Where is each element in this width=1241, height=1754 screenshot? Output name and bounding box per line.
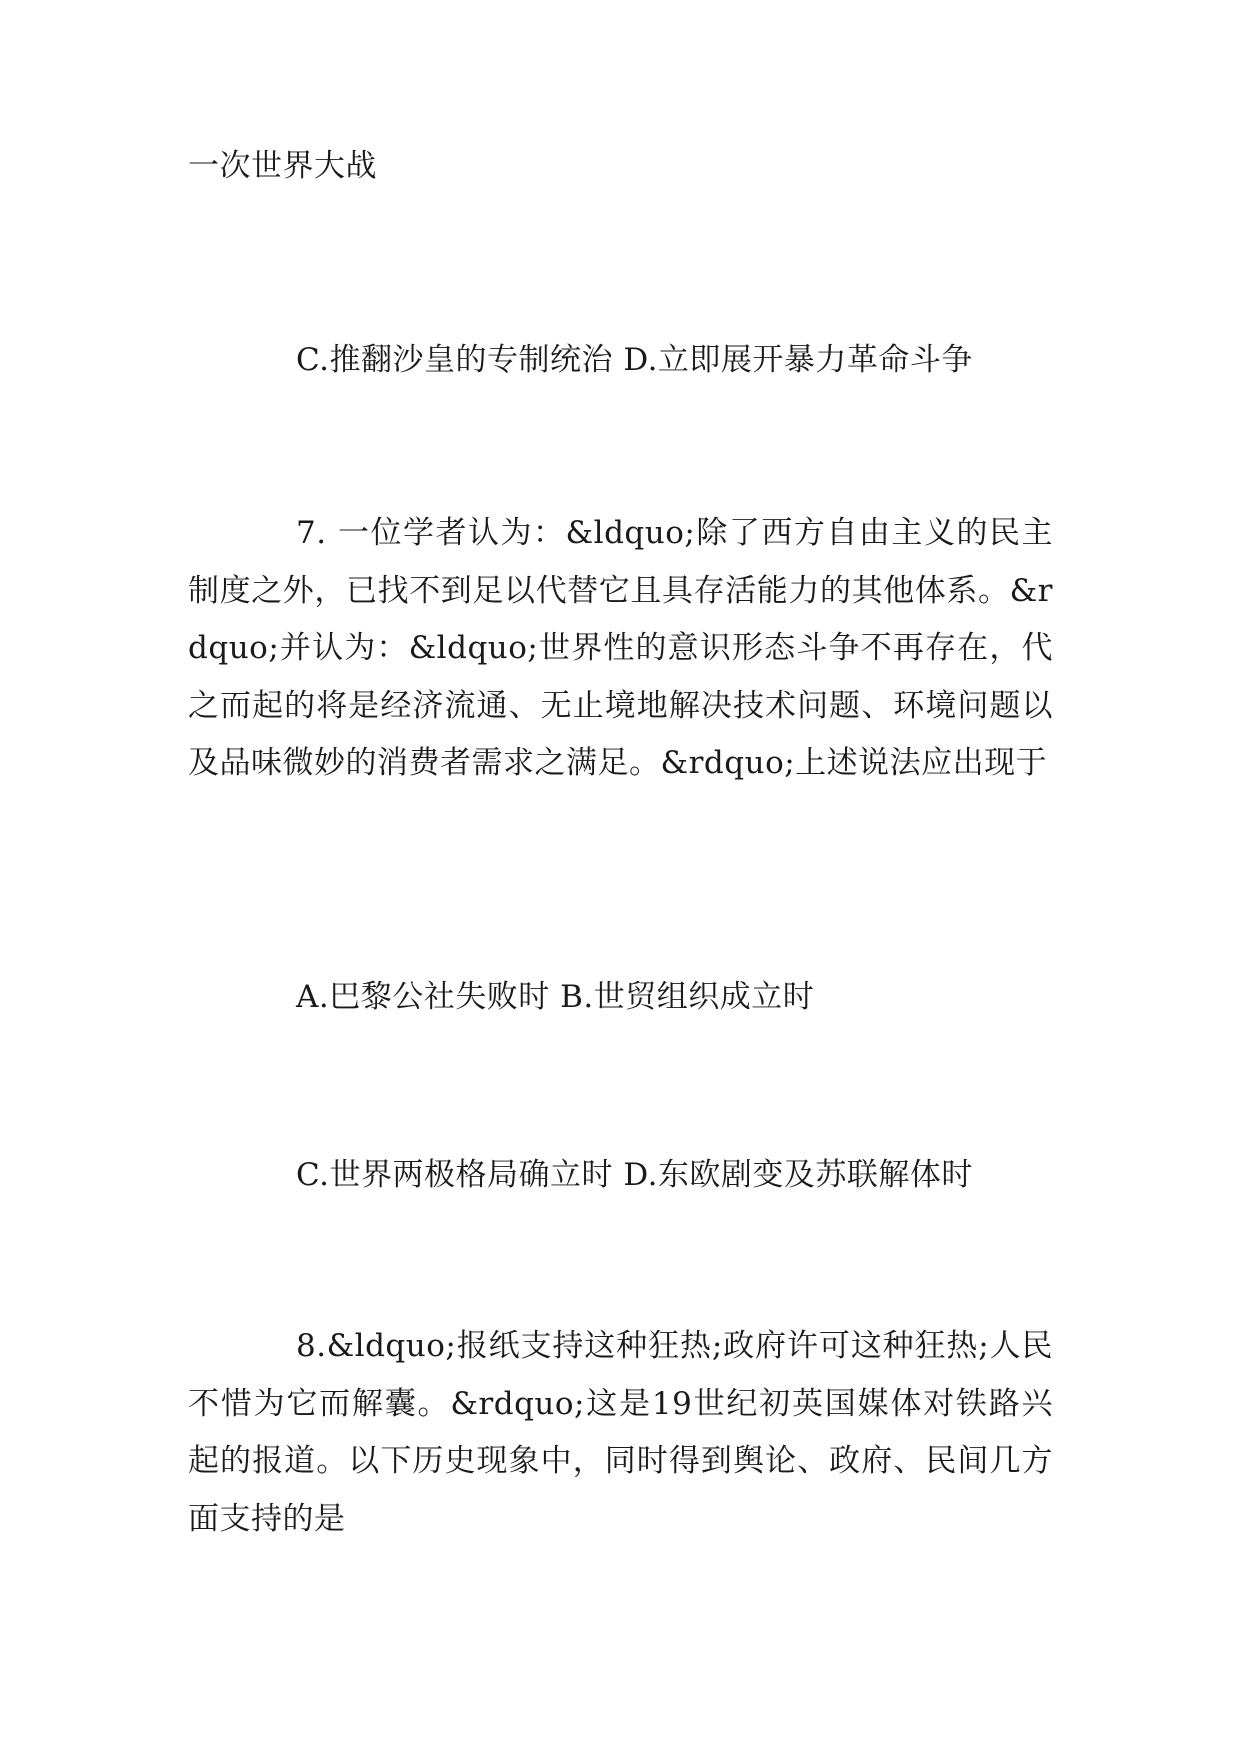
q6-options-cd: C.推翻沙皇的专制统治 D.立即展开暴力革命斗争 [296, 342, 973, 378]
q7-options-ab: A.巴黎公社失败时 B.世贸组织成立时 [296, 979, 815, 1015]
q7-options-cd: C.世界两极格局确立时 D.东欧剧变及苏联解体时 [296, 1157, 973, 1193]
q8-stem: 8.&ldquo;报纸支持这种狂热;政府许可这种狂热;人民不惜为它而解囊。&rdquo;这是19世纪初英国媒体对铁路兴起的报道。以下历史现象中，同时得到舆论、政府、民间几方面支持的是 [188, 1328, 1053, 1537]
q7-stem: 7. 一位学者认为：&ldquo;除了西方自由主义的民主制度之外，已找不到足以代替它且具存活能力的其他体系。&rdquo;并认为：&ldquo;世界性的意识形态斗争不再存在，代之而起的将是经济流通、无止境地解决技术问题、环境问题以及品味微妙的消费者需求之满足。&rdquo;上述说法应出现于 [188, 515, 1053, 781]
q6-stem-tail: 一次世界大战 [188, 148, 377, 184]
